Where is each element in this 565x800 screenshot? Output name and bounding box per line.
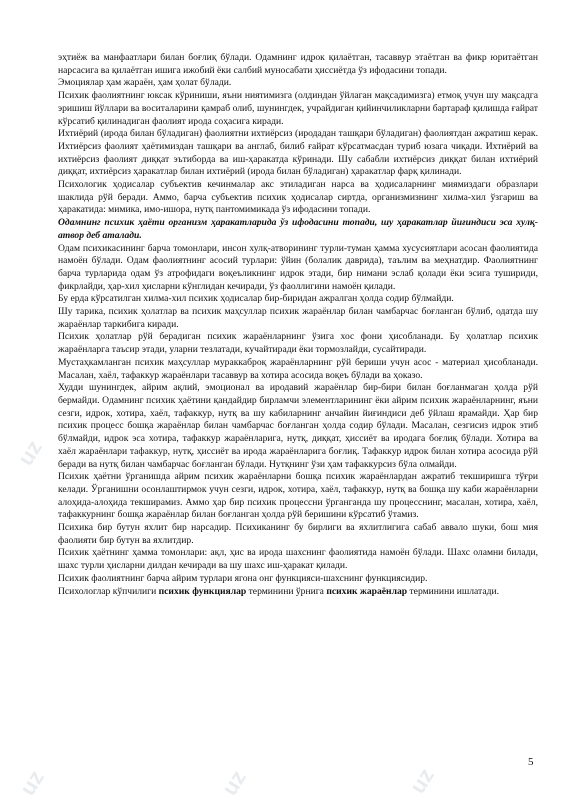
paragraph: эҳтиёж ва манфаатлари билан боғлиқ бўлади. Одамнинг идрок қилаётган, тасаввур этаётган ва фикр юритаётган нарсасига ва қилаётган ишига ижобий ёки салбий муносабати ҳиссиётда ўз ифодасини топади.	[58, 52, 538, 76]
paragraph-text: терминини ишлатади.	[407, 585, 500, 597]
emphasis-paragraph: Одамнинг психик ҳаёти организм ҳаракатларида ўз ифодасини топади, шу ҳаракатлар йиғиндиси эса хулқ-атвор деб аталади.	[58, 217, 538, 241]
watermark: uz	[216, 765, 251, 800]
paragraph: Шу тарика, психик ҳолатлар ва психик маҳсуллар психик жараёнлар билан чамбарчас боғланган бўлиб, одатда шу жараёнлар таркибига киради.	[58, 306, 538, 330]
paragraph: Психика бир бутун яхлит бир нарсадир. Психиканинг бу бирлиги ва яхлитлигига сабаб аввало шуки, бош мия фаолияти бир бутун ва яхлитдир.	[58, 522, 538, 546]
paragraph: Эмоциялар ҳам жараён, ҳам ҳолат бўлади.	[58, 77, 232, 89]
paragraph-text: терминини ўрнига	[246, 585, 327, 597]
paragraph: Психик ҳаётнинг ҳамма томонлари: ақл, ҳис ва ирода шахснинг фаолиятида намоён бўлади. Шахс оламни билади, шахс турли ҳисларни дилдан кечиради ва шу шахс иш-ҳаракат қилади.	[58, 547, 538, 572]
paragraph: Худди шунингдек, айрим ақлий, эмоционал ва иродавий жараёнлар бир-бири билан боғланмаган ҳолда рўй бермайди. Одамнинг психик ҳаётини қандайдир бирламчи элементларининг ёки айрим психик жараёнларнинг, яъни сезги, идрок, хотира, хаёл, тафаккур, нутқ ва шу кабиларнинг анчайин йиғиндиси деб ўйлаш ярамайди. Ҳар бир психик процесс бошқа жараёнлар билан чамбарчас боғланган ҳолда содир бўлади. Масалан, сезгисиз идрок этиб бўлмайди, идрок эса хотира, тафаккур жараёнларига, нутқ, диққат, ҳиссиёт ва иродага боғлиқ бўлади. Хотира ва хаёл жараёнлари тафаккур, нутқ, ҳиссиёт ва ирода жараёнларига боғлиқ. Тафаккур идрок билан хотира асосида рўй беради ва нутқ билан чамбарчас боғланган бўлади. Нутқнинг ўзи ҳам тафаккурсиз бўла олмайди.	[58, 382, 538, 470]
paragraph	[58, 586, 538, 599]
paragraph: Мустаҳкамланган психик маҳсуллар мураккаброқ жараёнларнинг рўй бериши учун асос - материал ҳисобланади. Масалан, хаёл, тафаккур жараёнлари тасаввур ва хотира асосида воқеъ бўлади ва ҳоказо.	[58, 356, 538, 381]
paragraph: Ихтиёрий (ирода билан бўладиган) фаолиятни ихтиёрсиз (иродадан ташқари бўладиган) фаолиятдан ажратиш керак. Ихтиёрсиз фаолият ҳаётимиздан ташқари ва англаб, билиб ғайрат кўрсатмасдан туриб юзага чиқади. Ихтиёрий ва ихтиёрсиз фаолият диққат эътиборда ва иш-ҳаракатда кўринади. Шу сабабли ихтиёрсиз диққат билан ихтиёрий диққат, ихтиёрсиз ҳаракатлар билан ихтиёрий (ирода билан бўладиган) ҳаракатлар фарқ қилинади.	[58, 128, 538, 178]
watermark: uz	[404, 763, 439, 798]
paragraph: Психологик ҳодисалар субъектив кечинмалар акс этиладиган нарса ва ҳодисаларнинг миямиздаги образлари шаклида рўй беради. Аммо, барча субъектив психик ҳодисалар сиртда, организмизнинг хилма-хил ўзгариш ва ҳаракатида: мимика, имо-ишора, нутқ пантомимикада ўз ифодасини топади.	[58, 179, 538, 216]
page-number: 5	[528, 756, 534, 768]
bold-term: психик функциялар	[158, 585, 247, 597]
bold-term: психик жараёнлар	[326, 585, 408, 597]
paragraph: Одам психикасининг барча томонлари, инсон хулқ-атворининг турли-туман ҳамма хусусиятлари асосан фаолиятида намоён бўлади. Одам фаолиятнинг асосий турлари: ўйин (болалик даврида), таълим ва меҳнатдир. Фаолиятнинг барча турларида одам ўз атрофидаги воқеъликнинг идрок этади, бир нимани эслаб қолади ёки эсига тушириди, фикрлайди, ҳар-хил ҳисларни кўнглидан кечиради, ўз фаоллигини намоён қилади.	[58, 242, 538, 292]
paragraph-text: Психологлар кўпчилиги	[58, 585, 159, 597]
watermark: uz	[14, 765, 49, 800]
paragraph: Психик ҳолатлар рўй берадиган психик жараёнларнинг ўзига хос фони ҳисобланади. Бу ҳолатлар психик жараёнларга таъсир этади, уларни тезлатади, кучайтиради ёки тормозлайди, сусайтиради.	[58, 331, 538, 356]
watermark: uz	[12, 435, 47, 470]
paragraph: Бу ерда кўрсатилган хилма-хил психик ҳодисалар бир-биридан ажралган ҳолда содир бўлмайди.	[58, 293, 454, 305]
paragraph: Психик ҳаётни ўрганишда айрим психик жараёнларни бошқа психик жараёнлардан ажратиб текширишга тўғри келади. Ўрганишни осонлаштирмок учун сезги, идрок, хотира, хаёл, тафаккур, нутқ ва бошқа шу каби жараёнларни алоҳида-алоҳида текширамиз. Аммо ҳар бир психик процессни ўрганганда шу процесснинг, масалан, хотира, хаёл, тафаккурнинг бошқа жараёнлар билан боғланган ҳолда рўй беришини кўрсатиб ўтамиз.	[58, 471, 538, 521]
paragraph: Психик фаолиятнинг юксак кўриниши, яъни ниятимизга (олдиндан ўйлаган мақсадимизга) етмоқ учун шу мақсадга эришиш йўллари ва воситаларини қамраб олиб, шунингдек, учрайдиган қийинчиликларни бартараф қилишда ғайрат кўрсатиб қилинадиган фаолият ирода соҳасига киради.	[58, 90, 538, 127]
paragraph: Психик фаолиятнинг барча айрим турлари ягона онг функцияси-шахснинг функциясидир.	[58, 572, 428, 584]
body-text	[58, 52, 538, 598]
